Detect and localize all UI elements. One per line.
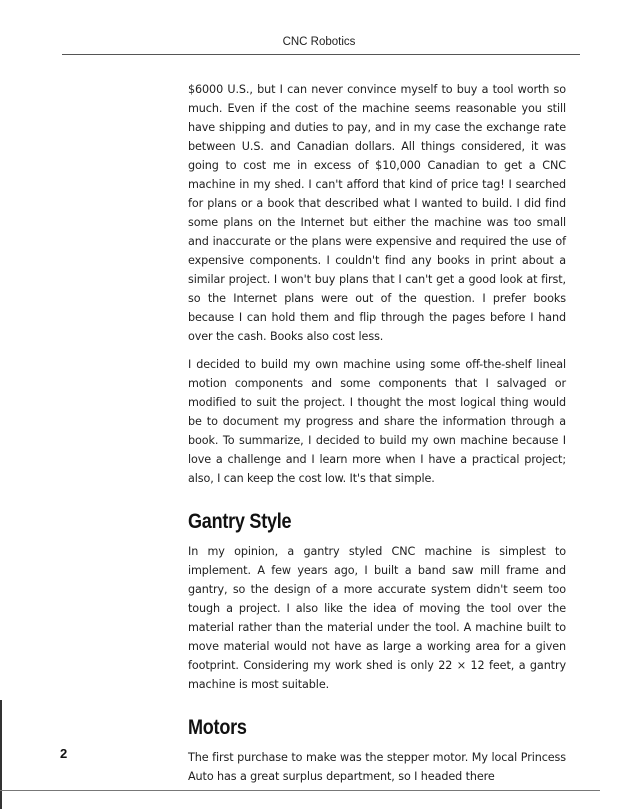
section-heading-gantry-style: Gantry Style [188, 510, 292, 533]
bottom-rule [0, 790, 600, 791]
header-rule [62, 54, 580, 55]
section-heading-motors: Motors [188, 716, 247, 739]
body-paragraph-2: I decided to build my own machine using some off-the-shelf lineal motion components and some components that I salvaged or modified to suit the project. I thought the most logical thing would be to document my progress and share the information through a book. To summarize, I decided to build my own machine because I love a challenge and I learn more when I have a practical project; also, I can keep the cost low. It's that simple. [188, 358, 566, 485]
running-head: CNC Robotics [282, 36, 356, 48]
crop-mark [0, 700, 2, 809]
gantry-style-paragraph: In my opinion, a gantry styled CNC machine is simplest to implement. A few years ago, I built a band saw mill frame and gantry, so the design of a more accurate system didn't seem too tough a project. I also like the idea of moving the tool over the material rather than the material under the tool. A machine built to move material would not have as large a working area for a given footprint. Considering my work shed is only 22 × 12 feet, a gantry machine is most suitable. [188, 545, 566, 691]
page-number: 2 [60, 746, 68, 761]
body-paragraph-1: $6000 U.S., but I can never convince myself to buy a tool worth so much. Even if the cost of the machine seems reasonable you still have shipping and duties to pay, and in my case the exchange rate between U.S. and Canadian dollars. All things considered, it was going to cost me in excess of $10,000 Canadian to get a CNC machine in my shed. I can't afford that kind of price tag! I searched for plans or a book that described what I wanted to build. I did find some plans on the Internet but either the machine was too small and inaccurate or the plans were expensive and required the use of expensive components. I couldn't find any books in print about a similar project. I won't buy plans that I can't get a good look at first, so the Internet plans were out of the question. I prefer books because I can hold them and flip through the pages before I hand over the cash. Books also cost less. [188, 83, 566, 343]
motors-paragraph: The first purchase to make was the stepper motor. My local Princess Auto has a great surplus department, so I headed there [188, 751, 566, 783]
page-body [188, 80, 566, 795]
